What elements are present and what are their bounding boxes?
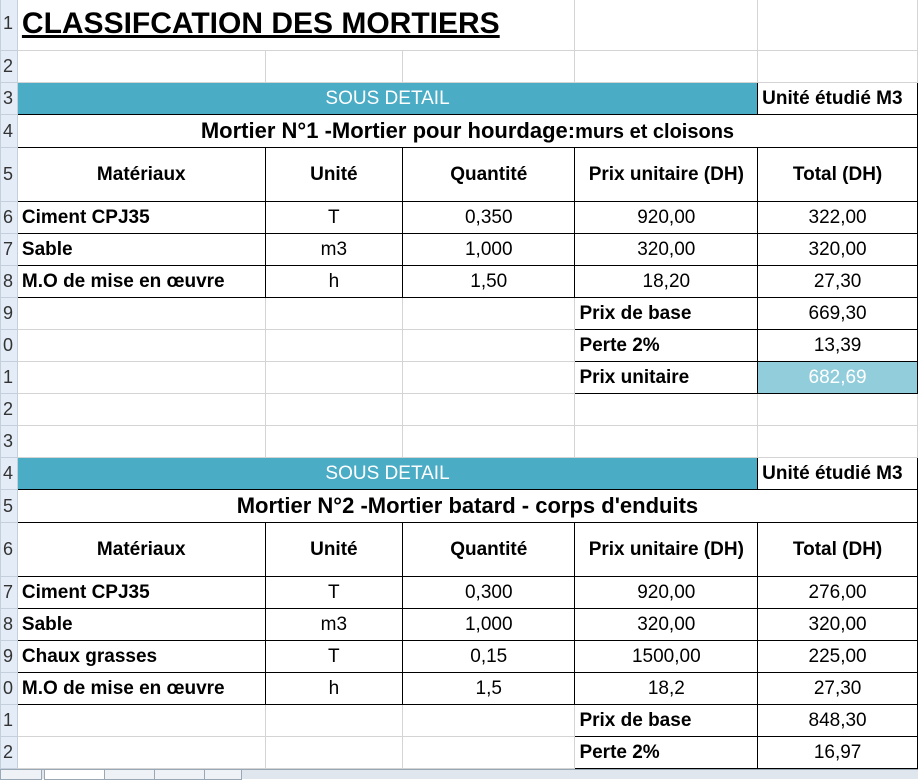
- row-header[interactable]: 7: [1, 577, 18, 609]
- sheet-row: [1, 426, 918, 458]
- cell[interactable]: [265, 737, 402, 769]
- cell[interactable]: [265, 298, 402, 330]
- cell[interactable]: [575, 0, 758, 51]
- column-header[interactable]: Quantité: [403, 148, 575, 202]
- price-cell[interactable]: 320,00: [575, 609, 758, 641]
- sheet-row: [1, 148, 918, 202]
- total-cell[interactable]: 27,30: [758, 266, 918, 298]
- quantity-cell[interactable]: 0,300: [403, 577, 575, 609]
- unit-cell[interactable]: T: [265, 202, 402, 234]
- summary-value[interactable]: 669,30: [758, 298, 918, 330]
- sheet-row: [1, 673, 918, 705]
- row-header[interactable]: 2: [1, 51, 18, 83]
- unit-price-result[interactable]: 682,69: [758, 362, 918, 394]
- price-cell[interactable]: 320,00: [575, 234, 758, 266]
- material-cell[interactable]: Chaux grasses: [17, 641, 265, 673]
- sheet-title[interactable]: CLASSIFCATION DES MORTIERS: [17, 0, 575, 51]
- quantity-cell[interactable]: 0,15: [403, 641, 575, 673]
- sheet-row: [1, 641, 918, 673]
- section-band[interactable]: SOUS DETAIL: [17, 83, 757, 115]
- sheet-tab[interactable]: [154, 770, 206, 780]
- cell[interactable]: [403, 362, 575, 394]
- column-header[interactable]: Prix unitaire (DH): [575, 148, 758, 202]
- cell[interactable]: [403, 298, 575, 330]
- row-header[interactable]: 1: [1, 705, 18, 737]
- sheet-tab[interactable]: [104, 770, 156, 780]
- row-header[interactable]: 1: [1, 362, 18, 394]
- row-header[interactable]: 4: [1, 458, 18, 490]
- column-header[interactable]: Matériaux: [17, 523, 265, 577]
- cell[interactable]: [403, 394, 575, 426]
- total-cell[interactable]: 322,00: [758, 202, 918, 234]
- unit-cell[interactable]: T: [265, 641, 402, 673]
- sheet-row: [1, 490, 918, 523]
- summary-value[interactable]: 16,97: [758, 737, 918, 769]
- row-header[interactable]: 9: [1, 641, 18, 673]
- total-cell[interactable]: 320,00: [758, 609, 918, 641]
- quantity-cell[interactable]: 1,5: [403, 673, 575, 705]
- sheet-tab-active[interactable]: [44, 770, 106, 780]
- column-header[interactable]: Unité: [265, 148, 402, 202]
- mortar-title-cell[interactable]: [17, 115, 917, 148]
- summary-value[interactable]: 13,39: [758, 330, 918, 362]
- sheet-row: [1, 362, 918, 394]
- summary-label[interactable]: Prix de base: [575, 298, 758, 330]
- tab-scroll-buttons[interactable]: [0, 770, 42, 780]
- material-cell[interactable]: M.O de mise en œuvre: [17, 673, 265, 705]
- cell[interactable]: [403, 426, 575, 458]
- column-header[interactable]: Matériaux: [17, 148, 265, 202]
- cell[interactable]: [403, 705, 575, 737]
- quantity-cell[interactable]: 0,350: [403, 202, 575, 234]
- sheet-row: [1, 330, 918, 362]
- total-cell[interactable]: 276,00: [758, 577, 918, 609]
- column-header[interactable]: Unité: [265, 523, 402, 577]
- material-cell[interactable]: Ciment CPJ35: [17, 577, 265, 609]
- sheet-row: [1, 298, 918, 330]
- sheet-row: [1, 83, 918, 115]
- cell[interactable]: [17, 362, 265, 394]
- sheet-row: [1, 523, 918, 577]
- unit-cell[interactable]: m3: [265, 234, 402, 266]
- cell[interactable]: [265, 705, 402, 737]
- summary-label[interactable]: Perte 2%: [575, 737, 758, 769]
- sheet-row: [1, 266, 918, 298]
- row-header[interactable]: 5: [1, 148, 18, 202]
- row-header[interactable]: 4: [1, 115, 18, 148]
- row-header[interactable]: 3: [1, 83, 18, 115]
- cell[interactable]: [575, 394, 758, 426]
- cell[interactable]: [17, 705, 265, 737]
- cell[interactable]: [265, 362, 402, 394]
- unit-cell[interactable]: h: [265, 266, 402, 298]
- mortar-title-cell[interactable]: [17, 490, 917, 523]
- cell[interactable]: [17, 426, 265, 458]
- row-header[interactable]: 5: [1, 490, 18, 523]
- mortar-title: Mortier N°2 -Mortier batard - corps d'enduits: [236, 493, 699, 518]
- column-header[interactable]: Total (DH): [758, 523, 918, 577]
- row-header[interactable]: 7: [1, 234, 18, 266]
- sheet-row: [1, 577, 918, 609]
- sheet-row: [1, 234, 918, 266]
- row-header[interactable]: 0: [1, 330, 18, 362]
- row-header[interactable]: 8: [1, 266, 18, 298]
- sheet-row: [1, 705, 918, 737]
- price-cell[interactable]: 920,00: [575, 577, 758, 609]
- cell[interactable]: [17, 394, 265, 426]
- total-cell[interactable]: 27,30: [758, 673, 918, 705]
- cell[interactable]: [403, 51, 575, 83]
- row-header[interactable]: 2: [1, 737, 18, 769]
- cell[interactable]: [758, 394, 918, 426]
- price-cell[interactable]: 18,20: [575, 266, 758, 298]
- cell[interactable]: [265, 394, 402, 426]
- row-header[interactable]: 2: [1, 394, 18, 426]
- summary-label[interactable]: Prix unitaire: [575, 362, 758, 394]
- unit-cell[interactable]: h: [265, 673, 402, 705]
- summary-value[interactable]: 848,30: [758, 705, 918, 737]
- sheet-row: [1, 609, 918, 641]
- cell[interactable]: [17, 298, 265, 330]
- material-cell[interactable]: Ciment CPJ35: [17, 202, 265, 234]
- sheet-row: [1, 394, 918, 426]
- row-header[interactable]: 8: [1, 609, 18, 641]
- total-cell[interactable]: 225,00: [758, 641, 918, 673]
- total-cell[interactable]: 320,00: [758, 234, 918, 266]
- price-cell[interactable]: 1500,00: [575, 641, 758, 673]
- cell[interactable]: [265, 330, 402, 362]
- sheet-row: [1, 115, 918, 148]
- sheet-row: [1, 202, 918, 234]
- cell[interactable]: [17, 737, 265, 769]
- unit-cell[interactable]: m3: [265, 609, 402, 641]
- quantity-cell[interactable]: 1,50: [403, 266, 575, 298]
- quantity-cell[interactable]: 1,000: [403, 234, 575, 266]
- summary-label[interactable]: Perte 2%: [575, 330, 758, 362]
- row-header[interactable]: 1: [1, 0, 18, 51]
- unit-cell[interactable]: T: [265, 577, 402, 609]
- insert-sheet-tab[interactable]: [204, 770, 242, 780]
- row-header[interactable]: 0: [1, 673, 18, 705]
- cell[interactable]: [758, 51, 918, 83]
- cell[interactable]: [265, 426, 402, 458]
- price-cell[interactable]: 18,2: [575, 673, 758, 705]
- row-1: [1, 0, 918, 51]
- cell[interactable]: [403, 737, 575, 769]
- cell[interactable]: [265, 51, 402, 83]
- material-cell[interactable]: M.O de mise en œuvre: [17, 266, 265, 298]
- material-cell[interactable]: Sable: [17, 234, 265, 266]
- cell[interactable]: [17, 51, 265, 83]
- row-header[interactable]: 3: [1, 426, 18, 458]
- cell[interactable]: [758, 426, 918, 458]
- row-header[interactable]: 9: [1, 298, 18, 330]
- cell[interactable]: [575, 426, 758, 458]
- section-band[interactable]: SOUS DETAIL: [17, 458, 757, 490]
- sheet-row: [1, 458, 918, 490]
- unit-studied-label[interactable]: Unité étudié M3: [758, 83, 918, 115]
- quantity-cell[interactable]: 1,000: [403, 609, 575, 641]
- cell[interactable]: [575, 51, 758, 83]
- mortar-title: Mortier N°1 -Mortier pour hourdage:: [200, 118, 576, 143]
- sheet-row: [1, 737, 918, 769]
- row-header[interactable]: 6: [1, 523, 18, 577]
- column-header[interactable]: Total (DH): [758, 148, 918, 202]
- summary-label[interactable]: Prix de base: [575, 705, 758, 737]
- row-2: [1, 51, 918, 83]
- column-header[interactable]: Quantité: [403, 523, 575, 577]
- price-cell[interactable]: 920,00: [575, 202, 758, 234]
- cell[interactable]: [17, 330, 265, 362]
- cell[interactable]: [403, 330, 575, 362]
- material-cell[interactable]: Sable: [17, 609, 265, 641]
- unit-studied-label[interactable]: Unité étudié M3: [758, 458, 918, 490]
- cell[interactable]: [758, 0, 918, 51]
- row-header[interactable]: 6: [1, 202, 18, 234]
- mortar-subtitle: murs et cloisons: [575, 121, 735, 143]
- column-header[interactable]: Prix unitaire (DH): [575, 523, 758, 577]
